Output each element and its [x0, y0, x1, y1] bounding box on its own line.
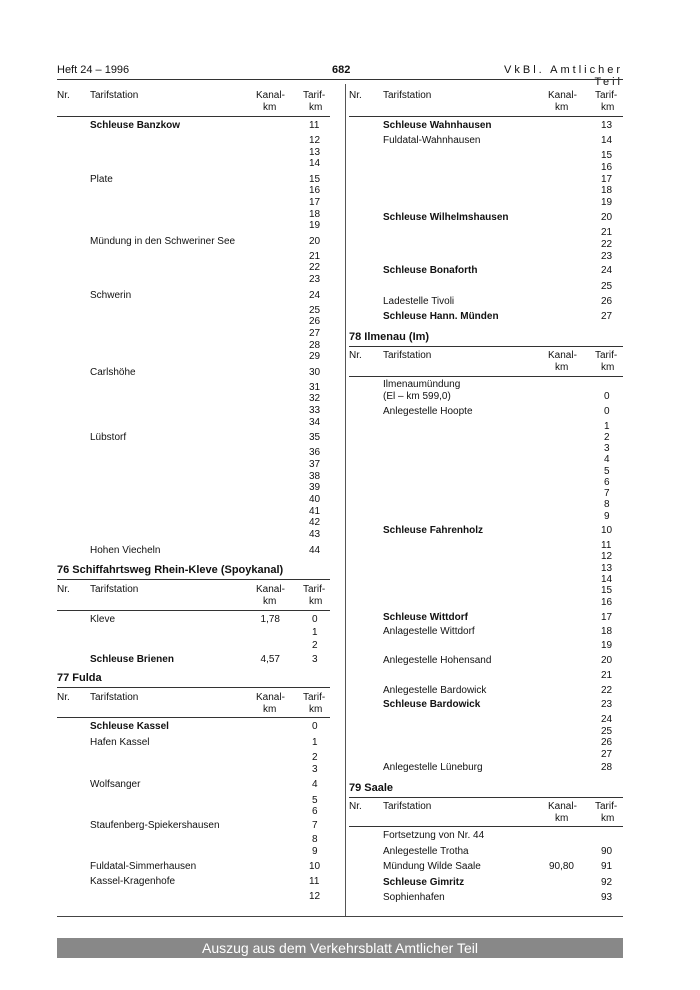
col-kanal-unit: km	[555, 813, 569, 824]
station: Schleuse Brienen	[90, 654, 174, 665]
station: Sophienhafen	[383, 892, 445, 903]
tarif-km: 0	[604, 406, 610, 417]
tarif-km: 31	[309, 382, 321, 393]
section-rule	[349, 797, 623, 798]
tarif-km: 12	[309, 891, 321, 902]
tarif-km: 20	[309, 236, 321, 247]
tarif-km: 21	[601, 670, 613, 681]
tarif-km: 24	[601, 714, 613, 725]
station: Anlagestelle Wittdorf	[383, 626, 475, 637]
table-header-rule	[57, 116, 330, 117]
col-nr: Nr.	[349, 801, 362, 812]
tarif-km: 1	[312, 737, 318, 748]
col-nr: Nr.	[349, 90, 362, 101]
station: Ladestelle Tivoli	[383, 296, 455, 307]
station: Fuldatal-Simmerhausen	[90, 861, 197, 872]
station: Kleve	[90, 614, 116, 625]
tarif-km: 22	[601, 239, 613, 250]
col-kanal: Kanal-	[548, 350, 577, 361]
table-header-rule	[57, 610, 330, 611]
section-title: 76 Schiffahrtsweg Rhein-Kleve (Spoykanal)	[57, 564, 284, 576]
tarif-km: 18	[601, 626, 613, 637]
station: Schleuse Wahnhausen	[383, 120, 492, 131]
section-title: 79 Saale	[349, 782, 394, 794]
station: Anlegestelle Bardowick	[383, 685, 487, 696]
col-nr: Nr.	[349, 350, 362, 361]
tarif-km: 27	[601, 749, 613, 760]
page-number: 682	[332, 64, 351, 76]
station: Schleuse Wilhelmshausen	[383, 212, 509, 223]
tarif-km: 9	[604, 511, 610, 522]
col-tarif: Tarif-	[303, 692, 326, 703]
tarif-km: 22	[309, 262, 321, 273]
section-rule	[57, 687, 330, 688]
tarif-km: 29	[309, 351, 321, 362]
tarif-km: 22	[601, 685, 613, 696]
col-tarif-unit: km	[601, 102, 615, 113]
tarif-km: 9	[312, 846, 318, 857]
col-tarif-unit: km	[309, 102, 323, 113]
col-tarif: Tarif-	[595, 801, 618, 812]
station: Ilmenaumündung	[383, 379, 461, 390]
tarif-km: 17	[601, 174, 613, 185]
station: Fortsetzung von Nr. 44	[383, 830, 485, 841]
col-kanal-unit: km	[555, 362, 569, 373]
station: Anlegestelle Lüneburg	[383, 762, 483, 773]
col-tarif: Tarif-	[595, 350, 618, 361]
section-title: 77 Fulda	[57, 672, 102, 684]
tarif-km: 23	[309, 274, 321, 285]
tarif-km: 19	[309, 220, 321, 231]
tarif-km: 28	[309, 340, 321, 351]
station: Schleuse Hann. Münden	[383, 311, 499, 322]
station: Mündung in den Schweriner See	[90, 236, 236, 247]
station: Hohen Viecheln	[90, 545, 161, 556]
tarif-km: 11	[601, 540, 612, 551]
station: Hafen Kassel	[90, 737, 150, 748]
tarif-km: 4	[604, 454, 610, 465]
col-nr: Nr.	[57, 692, 70, 703]
station: Lübstorf	[90, 432, 127, 443]
tarif-km: 23	[601, 251, 613, 262]
tarif-km: 43	[309, 529, 321, 540]
kanal-km: 1,78	[260, 614, 280, 625]
tarif-km: 37	[309, 459, 321, 470]
station: Schleuse Banzkow	[90, 120, 181, 131]
table-header-rule	[57, 717, 330, 718]
col-tarif-unit: km	[309, 704, 323, 715]
col-kanal-unit: km	[263, 596, 277, 607]
station: Schleuse Bonaforth	[383, 265, 478, 276]
tarif-km: 25	[601, 281, 613, 292]
tarif-km: 18	[309, 209, 321, 220]
tarif-km: 19	[601, 197, 613, 208]
tarif-km: 25	[601, 726, 613, 737]
station: Mündung Wilde Saale	[383, 861, 481, 872]
tarif-km: 25	[309, 305, 321, 316]
tarif-km: 21	[309, 251, 321, 262]
tarif-km: 16	[601, 597, 613, 608]
tarif-km: 13	[309, 147, 321, 158]
tarif-km: 14	[601, 135, 613, 146]
tarif-km: 6	[312, 806, 318, 817]
tarif-km: 44	[309, 545, 321, 556]
tarif-km: 24	[309, 290, 321, 301]
station: Schleuse Fahrenholz	[383, 525, 484, 536]
kanal-km: 90,80	[548, 861, 574, 872]
tarif-km: 5	[312, 795, 318, 806]
kanal-km: 4,57	[260, 654, 280, 665]
col-kanal: Kanal-	[256, 692, 285, 703]
tarif-km: 28	[601, 762, 613, 773]
col-tarif: Tarif-	[595, 90, 618, 101]
station: Schwerin	[90, 290, 132, 301]
tarif-km: 11	[309, 120, 320, 131]
tarif-km: 2	[312, 640, 318, 651]
tarif-km: 15	[601, 585, 613, 596]
col-tarif-unit: km	[601, 813, 615, 824]
col-station: Tarifstation	[90, 584, 139, 595]
tarif-km: 20	[601, 655, 613, 666]
tarif-km: 8	[604, 499, 610, 510]
tarif-km: 10	[309, 861, 321, 872]
table-header-rule	[349, 826, 623, 827]
tarif-km: 41	[309, 506, 321, 517]
tarif-km: 27	[309, 328, 321, 339]
tarif-km: 92	[601, 877, 613, 888]
tarif-km: 32	[309, 393, 321, 404]
tarif-km: 2	[312, 752, 318, 763]
tarif-km: 91	[601, 861, 613, 872]
tarif-km: 23	[601, 699, 613, 710]
tarif-km: 0	[604, 391, 610, 402]
col-tarif: Tarif-	[303, 584, 326, 595]
column-divider	[345, 84, 346, 916]
station: Wolfsanger	[90, 779, 141, 790]
header-rule	[57, 79, 623, 80]
tarif-km: 7	[312, 820, 318, 831]
bottom-rule	[57, 916, 623, 917]
col-kanal: Kanal-	[548, 90, 577, 101]
station: Staufenberg-Spiekershausen	[90, 820, 220, 831]
tarif-km: 24	[601, 265, 613, 276]
station: Schleuse Gimritz	[383, 877, 465, 888]
tarif-km: 3	[312, 764, 318, 775]
section-title: 78 Ilmenau (Im)	[349, 331, 430, 343]
tarif-km: 14	[309, 158, 321, 169]
tarif-km: 19	[601, 640, 613, 651]
col-station: Tarifstation	[383, 350, 432, 361]
tarif-km: 26	[601, 737, 613, 748]
col-nr: Nr.	[57, 90, 70, 101]
station-note: (El – km 599,0)	[383, 391, 451, 402]
tarif-km: 38	[309, 471, 321, 482]
tarif-km: 26	[601, 296, 613, 307]
col-kanal-unit: km	[555, 102, 569, 113]
tarif-km: 35	[309, 432, 321, 443]
tarif-km: 17	[601, 612, 613, 623]
tarif-km: 11	[309, 876, 320, 887]
tarif-km: 10	[601, 525, 613, 536]
station: Carlshöhe	[90, 367, 136, 378]
station: Fuldatal-Wahnhausen	[383, 135, 481, 146]
table-header-rule	[349, 376, 623, 377]
station: Schleuse Wittdorf	[383, 612, 468, 623]
tarif-km: 4	[312, 779, 318, 790]
tarif-km: 0	[312, 614, 318, 625]
tarif-km: 17	[309, 197, 321, 208]
footer-banner: Auszug aus dem Verkehrsblatt Amtlicher Teil	[57, 938, 623, 958]
station: Schleuse Bardowick	[383, 699, 481, 710]
tarif-km: 12	[309, 135, 321, 146]
tarif-km: 14	[601, 574, 613, 585]
tarif-km: 13	[601, 563, 613, 574]
tarif-km: 42	[309, 517, 321, 528]
tarif-km: 3	[604, 443, 610, 454]
col-station: Tarifstation	[90, 692, 139, 703]
journal-title: VkBl. Amtlicher Teil	[504, 64, 623, 88]
col-kanal-unit: km	[263, 102, 277, 113]
col-station: Tarifstation	[90, 90, 139, 101]
section-rule	[57, 579, 330, 580]
tarif-km: 18	[601, 185, 613, 196]
col-kanal: Kanal-	[256, 584, 285, 595]
col-nr: Nr.	[57, 584, 70, 595]
tarif-km: 40	[309, 494, 321, 505]
tarif-km: 12	[601, 551, 613, 562]
station: Schleuse Kassel	[90, 721, 169, 732]
col-kanal: Kanal-	[256, 90, 285, 101]
tarif-km: 8	[312, 834, 318, 845]
tarif-km: 15	[601, 150, 613, 161]
table-header-rule	[349, 116, 623, 117]
tarif-km: 0	[312, 721, 318, 732]
tarif-km: 7	[604, 488, 610, 499]
tarif-km: 16	[601, 162, 613, 173]
tarif-km: 15	[309, 174, 321, 185]
col-tarif-unit: km	[601, 362, 615, 373]
station: Anlegestelle Trotha	[383, 846, 469, 857]
col-tarif-unit: km	[309, 596, 323, 607]
tarif-km: 1	[312, 627, 318, 638]
col-station: Tarifstation	[383, 801, 432, 812]
station: Plate	[90, 174, 113, 185]
tarif-km: 1	[604, 421, 610, 432]
tarif-km: 3	[312, 654, 318, 665]
tarif-km: 20	[601, 212, 613, 223]
tarif-km: 5	[604, 466, 610, 477]
tarif-km: 6	[604, 477, 610, 488]
station: Anlegestelle Hoopte	[383, 406, 473, 417]
tarif-km: 39	[309, 482, 321, 493]
tarif-km: 34	[309, 417, 321, 428]
tarif-km: 13	[601, 120, 613, 131]
col-kanal: Kanal-	[548, 801, 577, 812]
issue-label: Heft 24 – 1996	[57, 64, 130, 76]
tarif-km: 26	[309, 316, 321, 327]
tarif-km: 30	[309, 367, 321, 378]
tarif-km: 90	[601, 846, 613, 857]
tarif-km: 33	[309, 405, 321, 416]
section-rule	[349, 346, 623, 347]
tarif-km: 21	[601, 227, 613, 238]
col-tarif: Tarif-	[303, 90, 326, 101]
station: Anlegestelle Hohensand	[383, 655, 492, 666]
col-kanal-unit: km	[263, 704, 277, 715]
tarif-km: 93	[601, 892, 613, 903]
tarif-km: 16	[309, 185, 321, 196]
station: Kassel-Kragenhofe	[90, 876, 176, 887]
tarif-km: 27	[601, 311, 613, 322]
tarif-km: 2	[604, 432, 610, 443]
tarif-km: 36	[309, 447, 321, 458]
col-station: Tarifstation	[383, 90, 432, 101]
